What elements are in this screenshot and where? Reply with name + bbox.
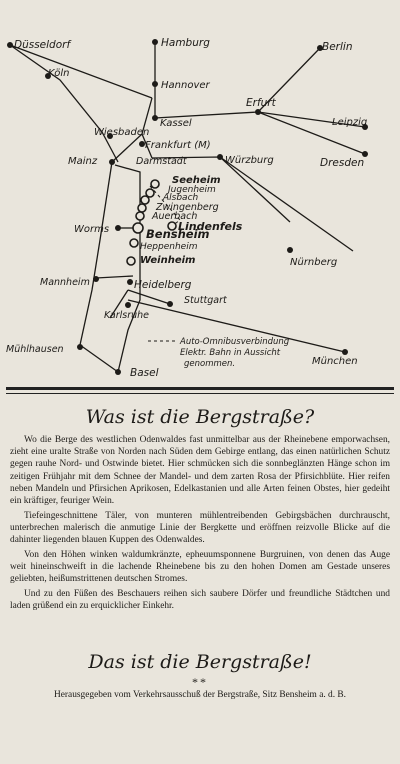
paragraph-4: Und zu den Füßen des Beschauers reihen sich saubere Dörfer und freundliche Städtchen und laden grüßend ein zu erquicklicher Einkehr. [10,588,390,612]
paragraph-3: Von den Höhen winken waldumkränzte, epheuumsponnene Burgruinen, von denen das Auge weit hineinschweift in die lachende Rheinebene bis zu den hohen Domen am Gestade unseres geliebten, heißumstrittenen deutschen Stromes. [10,549,390,585]
town-seeheim: Seeheim [172,175,221,186]
city-worms: Worms [74,224,110,235]
legend-line-2: Elektr. Bahn in Aussicht [180,348,281,358]
publisher-footer: Herausgegeben vom Verkehrsausschuß der Bergstraße, Sitz Bensheim a. d. B. [53,690,347,700]
legend-line-3: genommen. [184,359,236,369]
divider-thick [6,387,394,390]
town-bensheim: Bensheim [146,227,210,241]
town-weinheim: Weinheim [140,255,196,266]
closing-heading: Das ist die Bergstraße! [88,651,312,673]
city-hannover: Hannover [161,80,210,91]
city-mannheim: Mannheim [40,277,90,288]
city-leipzig: Leipzig [332,117,368,128]
town-alsbach: Alsbach [163,193,199,203]
town-zwingenberg: Zwingenberg [156,202,219,213]
city-nuernberg: Nürnberg [290,257,338,268]
city-koeln: Köln [48,68,70,79]
town-lindenfels: Lindenfels [178,220,243,233]
city-muenchen: München [312,356,358,367]
city-berlin: Berlin [322,41,353,53]
city-darmstadt: Darmstadt [136,156,187,167]
city-erfurt: Erfurt [246,97,276,109]
town-heppenheim: Heppenheim [140,242,198,252]
legend-line-1: Auto-Omnibusverbindung [180,337,290,347]
city-hamburg: Hamburg [161,37,210,49]
city-frankfurt: Frankfurt (M) [145,140,211,151]
divider-thin [6,393,394,394]
city-basel: Basel [130,367,159,379]
page-title: Was ist die Bergstraße? [85,406,315,428]
paragraph-2: Tiefeingeschnittene Täler, von munteren mühlentreibenden Gebirgsbächen durchrauscht, unterbrechen malerisch die anmutige Linie der Bergkette und eröffnen reizvolle Blicke auf die dahinter liegenden blauen Kuppen des Odenwaldes. [10,510,390,546]
town-jugenheim: Jugenheim [168,185,216,195]
city-kassel: Kassel [160,118,192,129]
city-muehlhausen: Mühlhausen [6,344,64,355]
city-mainz: Mainz [68,156,98,167]
city-wuerzburg: Würzburg [225,155,274,166]
city-heidelberg: Heidelberg [134,279,192,291]
ornament-stars: ** [192,675,208,689]
paragraph-1: Wo die Berge des westlichen Odenwaldes fast unmittelbar aus der Rheinebene emporwachsen, zieht eine uralte Straße von Norden nach Süden dem Gebirge entlang, das einen natürlichen Schutz gegen rauhe Nord- und Ostwinde bietet. Hier schmücken sich die sonnbeglänzten Hänge schon im zeitigen Frühjahr mit dem Schnee der Mandel- und dem zarten Rosa der Pfirsichblüte. Hier reifen neben Mandeln und Pfirsichen Aprikosen, Edelkastanien und alle Arten feinen Obstes, hier gedeiht ein kräftiger, feuriger Wein. [10,435,390,507]
city-stuttgart: Stuttgart [184,295,227,306]
city-duesseldorf: Düsseldorf [14,39,71,51]
body-text [10,434,390,615]
town-auerbach: Auerbach [152,211,198,222]
city-dresden: Dresden [320,157,365,169]
city-wiesbaden: Wiesbaden [94,127,150,138]
city-karlsruhe: Karlsruhe [104,310,149,321]
